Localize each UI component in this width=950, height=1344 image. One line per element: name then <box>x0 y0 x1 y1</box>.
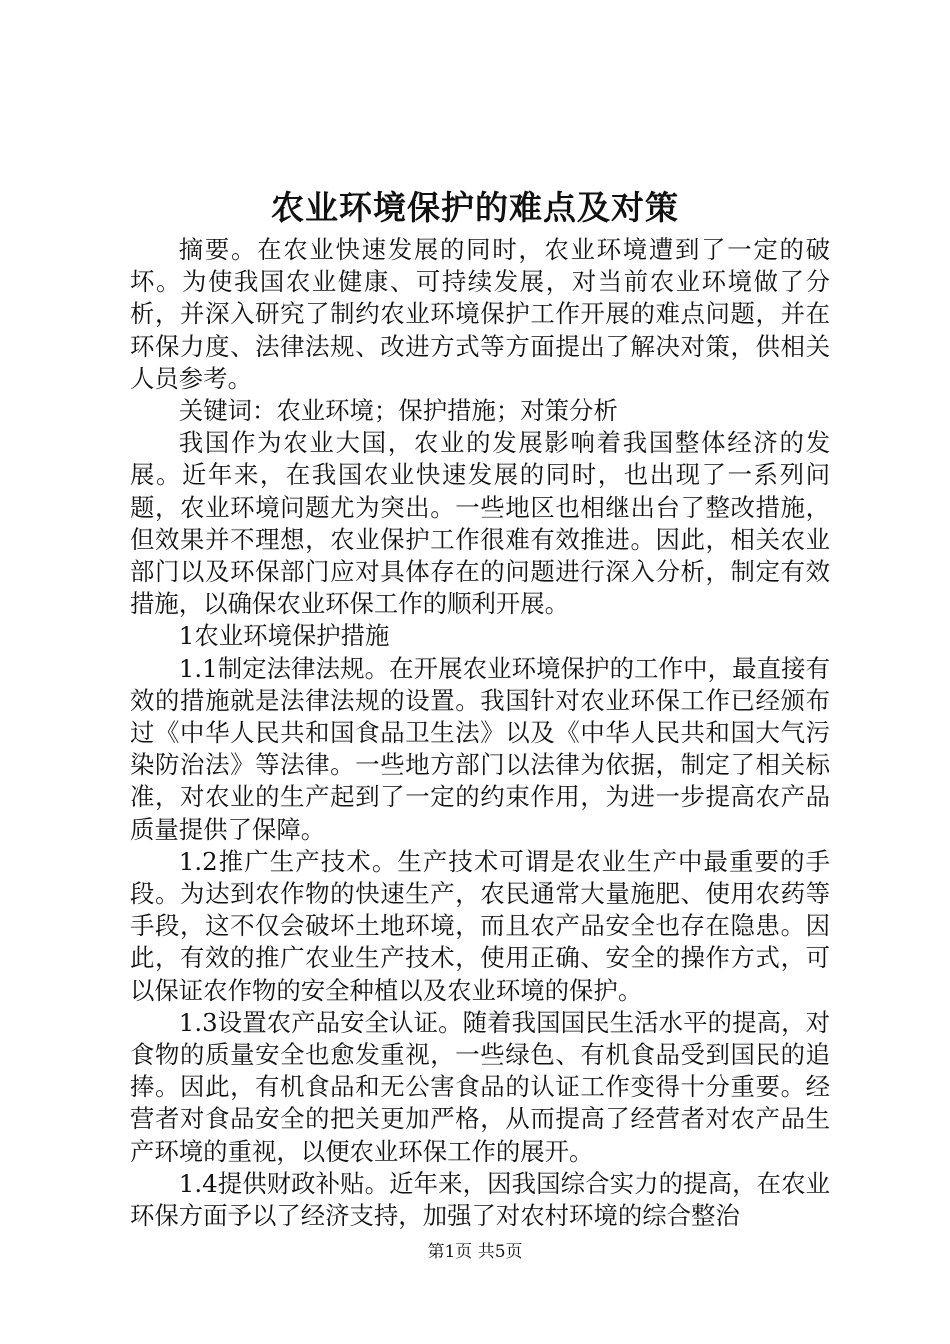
page-number-footer: 第1页 共5页 <box>427 1242 523 1262</box>
keywords-paragraph: 关键词：农业环境；保护措施；对策分析 <box>178 396 618 426</box>
section-1-3-paragraph: 1.3设置农产品安全认证。随着我国国民生活水平的提高，对食物的质量安全也愈发重视，一些绿色、有机食品受到国民的追捧。因此，有机食品和无公害食品的认证工作变得十分重要。经营者对食品安全的把关更加严格，从而提高了经营者对农产品生产环境的重视，以便农业环保工作的展开。 <box>130 1007 830 1166</box>
intro-paragraph: 我国作为农业大国，农业的发展影响着我国整体经济的发展。近年来，在我国农业快速发展的同时，也出现了一系列问题，农业环境问题尤为突出。一些地区也相继出台了整改措施，但效果并不理想，农业保护工作很难有效推进。因此，相关农业部门以及环保部门应对具体存在的问题进行深入分析，制定有效措施，以确保农业环保工作的顺利开展。 <box>130 428 830 619</box>
section-heading: 1农业环境保护措施 <box>178 621 390 651</box>
section-1-2-paragraph: 1.2推广生产技术。生产技术可谓是农业生产中最重要的手段。为达到农作物的快速生产，农民通常大量施肥、使用农药等手段，这不仅会破坏土地环境，而且农产品安全也存在隐患。因此，有效的推广农业生产技术，使用正确、安全的操作方式，可以保证农作物的安全种植以及农业环境的保护。 <box>130 846 830 1005</box>
document-body <box>130 234 830 1232</box>
document-title: 农业环境保护的难点及对策 <box>271 188 679 227</box>
section-1-4-paragraph: 1.4提供财政补贴。近年来，因我国综合实力的提高，在农业环保方面予以了经济支持，加强了对农村环境的综合整治 <box>130 1168 830 1231</box>
section-1-1-paragraph: 1.1制定法律法规。在开展农业环境保护的工作中，最直接有效的措施就是法律法规的设置。我国针对农业环保工作已经颁布过《中华人民共和国食品卫生法》以及《中华人民共和国大气污染防治法》等法律。一些地方部门以法律为依据，制定了相关标准，对农业的生产起到了一定的约束作用，为进一步提高农产品质量提供了保障。 <box>130 653 830 844</box>
abstract-paragraph: 摘要。在农业快速发展的同时，农业环境遭到了一定的破坏。为使我国农业健康、可持续发展，对当前农业环境做了分析，并深入研究了制约农业环境保护工作开展的难点问题，并在环保力度、法律法规、改进方式等方面提出了解决对策，供相关人员参考。 <box>130 235 830 393</box>
